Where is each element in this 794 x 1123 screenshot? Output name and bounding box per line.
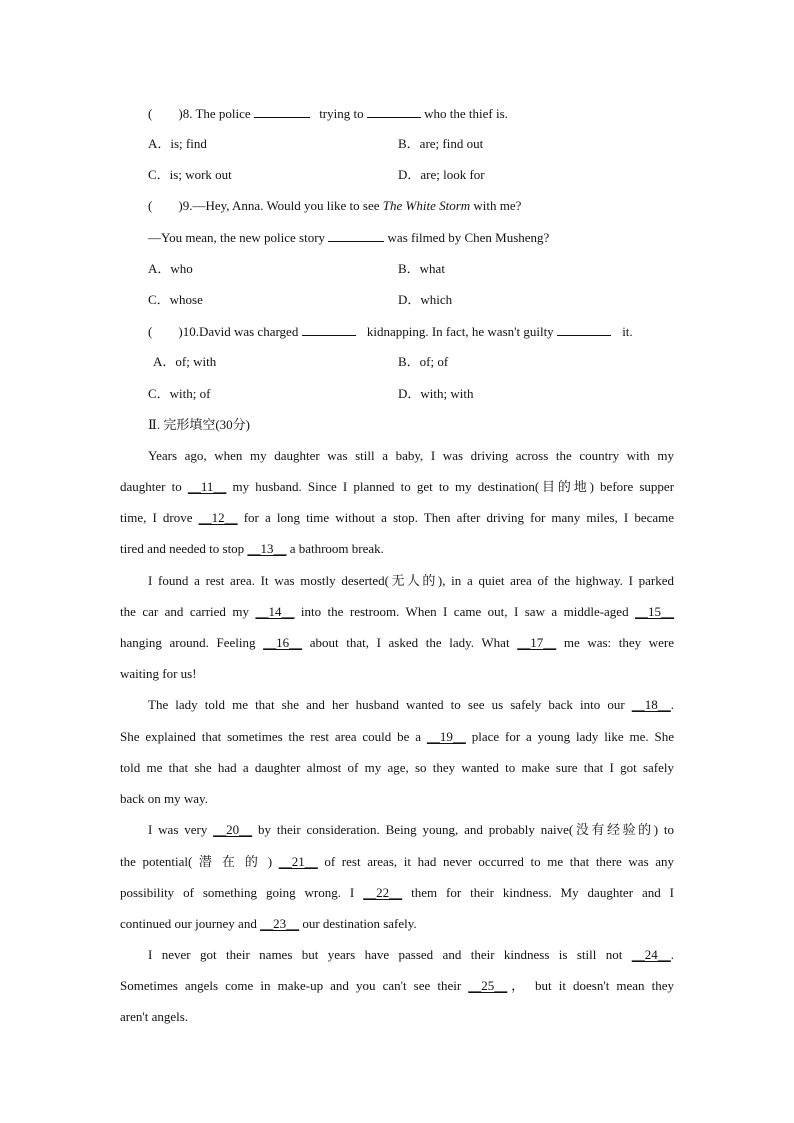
passage-line: tired and needed to stop __13__ a bathroom break. bbox=[120, 541, 384, 556]
blank-16[interactable]: __16__ bbox=[263, 635, 303, 650]
blank-21[interactable]: __21__ bbox=[278, 854, 318, 869]
option-c[interactable]: C．is; work out bbox=[148, 167, 232, 182]
passage-line: waiting for us! bbox=[120, 666, 197, 681]
option-b[interactable]: B．what bbox=[398, 261, 445, 276]
passage-line: aren't angels. bbox=[120, 1009, 189, 1024]
passage-line: told me that she had a daughter almost of my age, so they wanted to make sure that I got safely bbox=[120, 760, 674, 775]
passage-line: I never got their names but years have passed and their kindness is still not __24__. bbox=[148, 947, 675, 962]
question-8-stem: ( )8. The police trying to who the thief is. bbox=[148, 106, 508, 121]
option-d[interactable]: D．are; look for bbox=[398, 167, 485, 182]
option-b[interactable]: B．are; find out bbox=[398, 136, 484, 151]
question-9-line2: —You mean, the new police story was filmed by Chen Musheng? bbox=[148, 230, 550, 245]
option-d[interactable]: D．with; with bbox=[398, 386, 474, 401]
movie-title: The White Storm bbox=[382, 198, 471, 213]
passage-line: hanging around. Feeling __16__ about that, I asked the lady. What __17__ me was: they were bbox=[120, 635, 675, 650]
section-heading: Ⅱ. 完形填空(30分) bbox=[148, 417, 250, 432]
option-b[interactable]: B．of; of bbox=[398, 354, 449, 369]
passage-line: I was very __20__ by their consideration. Being young, and probably naive(没有经验的) to bbox=[148, 822, 675, 837]
passage-line: back on my way. bbox=[120, 791, 208, 806]
passage-line: the potential( 潜 在 的 ) __21__ of rest areas, it had never occurred to me that there was any bbox=[120, 854, 675, 869]
blank-20[interactable]: __20__ bbox=[213, 822, 253, 837]
blank-24[interactable]: __24__ bbox=[631, 947, 671, 962]
blank-14[interactable]: __14__ bbox=[255, 604, 295, 619]
passage-line: possibility of something going wrong. I __22__ them for their kindness. My daughter and I bbox=[120, 885, 674, 900]
blank-23[interactable]: __23__ bbox=[260, 916, 300, 931]
passage-line: She explained that sometimes the rest area could be a __19__ place for a young lady like me. She bbox=[120, 729, 675, 744]
blank[interactable] bbox=[328, 229, 384, 242]
passage-line: the car and carried my __14__ into the restroom. When I came out, I saw a middle-aged __15__ bbox=[120, 604, 675, 619]
blank-18[interactable]: __18__ bbox=[631, 697, 671, 712]
option-c[interactable]: C．with; of bbox=[148, 386, 211, 401]
blank-22[interactable]: __22__ bbox=[363, 885, 403, 900]
passage-line: time, I drove __12__ for a long time without a stop. Then after driving for many miles, I became bbox=[120, 510, 675, 525]
answer-paren-close: ) bbox=[178, 106, 183, 121]
blank[interactable] bbox=[254, 105, 310, 118]
blank-15[interactable]: __15__ bbox=[635, 604, 675, 619]
blank-13[interactable]: __13__ bbox=[247, 541, 287, 556]
option-a[interactable]: A．who bbox=[148, 261, 193, 276]
question-9-stem: ( )9.—Hey, Anna. Would you like to see The White Storm with me? bbox=[148, 198, 522, 213]
passage-line: Sometimes angels come in make-up and you can't see their __25__， but it doesn't mean they bbox=[120, 978, 675, 993]
option-a[interactable]: A．of; with bbox=[153, 354, 217, 369]
blank[interactable] bbox=[302, 323, 356, 336]
blank[interactable] bbox=[367, 105, 421, 118]
option-c[interactable]: C．whose bbox=[148, 292, 203, 307]
blank-17[interactable]: __17__ bbox=[517, 635, 557, 650]
blank[interactable] bbox=[557, 323, 611, 336]
question-10-stem: ( )10.David was charged kidnapping. In fact, he wasn't guilty it. bbox=[148, 324, 633, 339]
blank-25[interactable]: __25__ bbox=[468, 978, 508, 993]
passage-line: The lady told me that she and her husband wanted to see us safely back into our __18__. bbox=[148, 697, 674, 712]
passage-line: daughter to __11__ my husband. Since I planned to get to my destination(目的地) before supper bbox=[120, 479, 675, 494]
answer-paren-open: ( bbox=[148, 106, 153, 121]
blank-12[interactable]: __12__ bbox=[198, 510, 238, 525]
blank-11[interactable]: __11__ bbox=[187, 479, 227, 494]
passage-line: continued our journey and __23__ our destination safely. bbox=[120, 916, 417, 931]
passage-line: I found a rest area. It was mostly deserted(无人的), in a quiet area of the highway. I parked bbox=[148, 573, 674, 588]
blank-19[interactable]: __19__ bbox=[426, 729, 466, 744]
option-a[interactable]: A．is; find bbox=[148, 136, 207, 151]
passage-line: Years ago, when my daughter was still a baby, I was driving across the country with my bbox=[148, 448, 674, 463]
option-d[interactable]: D．which bbox=[398, 292, 453, 307]
